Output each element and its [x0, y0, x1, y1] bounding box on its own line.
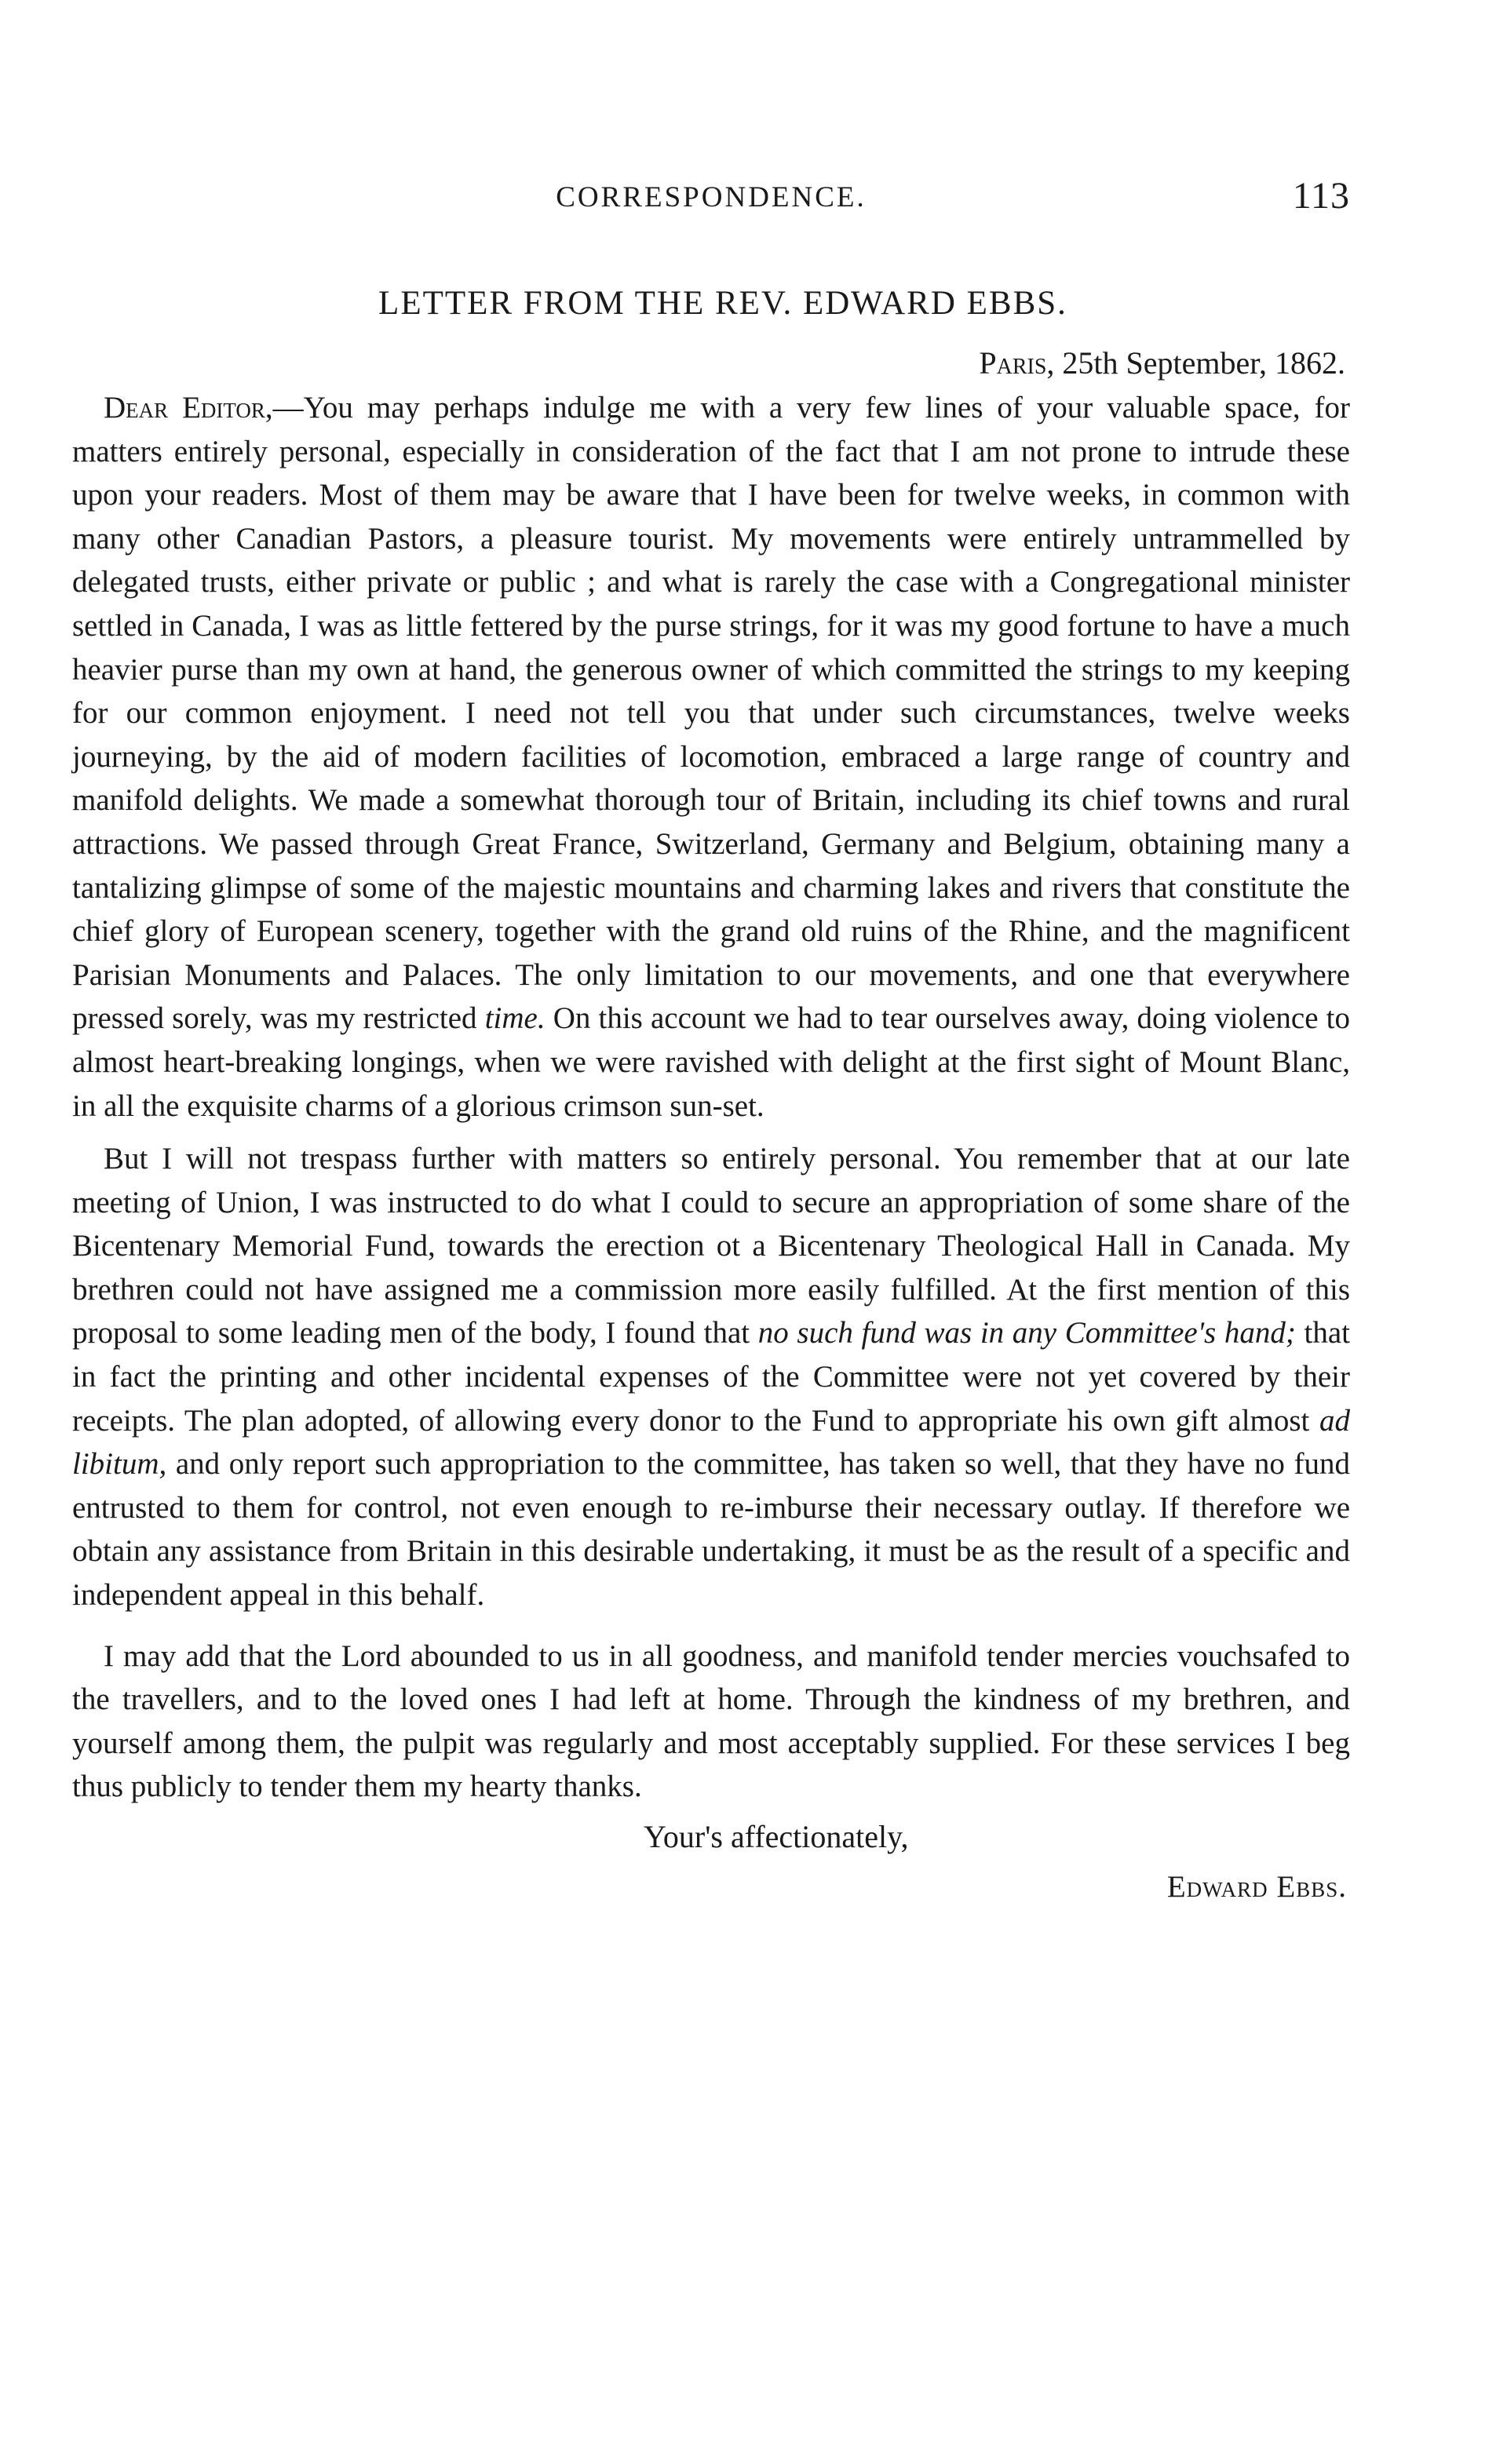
paragraph-2-italic-1: no such fund was in any Committee's hand; [757, 1316, 1296, 1350]
paragraph-1-text: —You may perhaps indulge me with a very few lines of your valuable space, for matters entirely personal, especially in consideration of the fact that I am not prone to intrude these upon your readers. Most of them may be aware that I have been for twelve weeks, in common with many other Canadian Pastors, a pleasure tourist. My movements were entirely untrammelled by delegated trusts, either private or public ; and what is rarely the case with a Congregational minister settled in Canada, I was as little fettered by the purse strings, for it was my good fortune to have a much heavier purse than my own at hand, the generous owner of which committed the strings to my keeping for our common enjoyment. I need not tell you that under such circumstances, twelve weeks journeying, by the aid of modern facilities of locomotion, embraced a large range of country and manifold delights. We made a somewhat thorough tour of Britain, including its chief towns and rural attractions. We passed through Great France, Switzerland, Germany and Belgium, obtaining many a tantalizing glimpse of some of the majestic mountains and charming lakes and rivers that constitute the chief glory of European scenery, together with the grand old ruins of the Rhine, and the magnificent Parisian Monuments and Palaces. The only limitation to our movements, and one that everywhere pressed sorely, was my restricted [72, 391, 1350, 1036]
paragraph-1 [72, 386, 1350, 1128]
dateline [72, 344, 1350, 381]
salutation: Dear Editor, [104, 391, 273, 425]
paragraph-1-italic: time. [484, 1001, 546, 1036]
running-head [72, 174, 1350, 229]
closing: Your's affectionately, [644, 1819, 909, 1854]
paragraph-2-text-a: But I will not trespass further with matters so entirely personal. You remember that at our late meeting of Union, I was instructed to do what I could to secure an appropriation of some share of the Bicentenary Memorial Fund, towards the erection ot a Bicentenary Theological Hall in Canada. My brethren could not have assigned me a commission more easily fulfilled. At the first mention of this proposal to some leading men of the body, I found that [72, 1142, 1350, 1350]
paragraph-2-text-c: and only report such appropriation to the committee, has taken so well, that they have no fund entrusted to them for control, not even enough to re-imburse their necessary outlay. If therefore we obtain any assistance from Britain in this desirable undertaking, it must be as the result of a specific and independent appeal in this behalf. [72, 1447, 1350, 1613]
paragraph-2-italic-2: ad libitum, [72, 1403, 1350, 1482]
dateline-date: 25th September, 1862. [1062, 345, 1345, 381]
paragraph-2 [72, 1137, 1350, 1617]
running-title: CORRESPONDENCE. [556, 181, 867, 213]
letter-heading: LETTER FROM THE REV. EDWARD EBBS. [378, 285, 1067, 322]
paragraph-1-end: On this account we had to tear ourselves away, doing violence to almost heart-breaking longings, when we were ravished with delight at the first sight of Mount Blanc, in all the exquisite charms of a glorious crimson sun-set. [72, 1001, 1350, 1123]
signature: Edward Ebbs. [1166, 1870, 1347, 1904]
paragraph-3: I may add that the Lord abounded to us in all goodness, and manifold tender mercies vouchsafed to the travellers, and to the loved ones I had left at home. Through the kindness of my brethren, and yourself among them, the pulpit was regularly and most acceptably supplied. For these services I beg thus publicly to tender them my hearty thanks. [72, 1638, 1350, 1804]
document-page [72, 174, 1350, 1904]
paragraph-2-text-b: that in fact the printing and other incidental expenses of the Committee were not yet covered by their receipts. The plan adopted, of allowing every donor to the Fund to appropriate his own gift almost [72, 1316, 1350, 1438]
page-number: 113 [1292, 175, 1350, 217]
dateline-place: Paris, [979, 345, 1055, 381]
